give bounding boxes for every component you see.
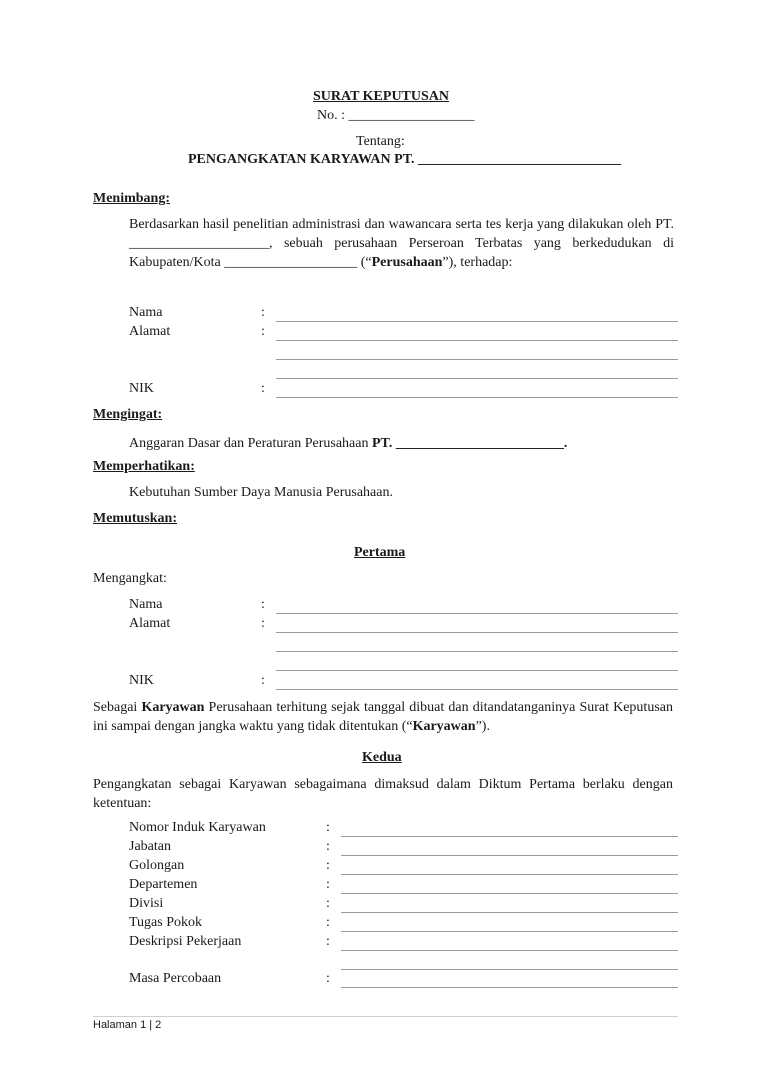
pertama-address-label: Alamat: [129, 616, 171, 631]
menimbang-address-line-2: [276, 359, 678, 360]
menimbang-address-colon: :: [261, 324, 265, 339]
pertama-heading: Pertama: [354, 545, 406, 560]
page-number: Halaman 1 | 2: [93, 1019, 162, 1031]
pertama-name-line: [276, 613, 678, 614]
document-title: SURAT KEPUTUSAN: [313, 89, 450, 104]
kedua-nik-karyawan-line: [341, 836, 678, 837]
footer-divider: [93, 1016, 678, 1017]
menimbang-address-label: Alamat: [129, 324, 171, 339]
pertama-address-line-1: [276, 632, 678, 633]
kedua-departemen-colon: :: [326, 877, 330, 892]
pertama-nik-label: NIK: [129, 673, 154, 688]
kedua-departemen-line: [341, 893, 678, 894]
kedua-jabatan-line: [341, 855, 678, 856]
karyawan-term-1: Karyawan: [141, 700, 205, 715]
mengingat-text-bold: PT. ________________________.: [371, 436, 568, 451]
menimbang-address-line-1: [276, 340, 678, 341]
pertama-address-colon: :: [261, 616, 265, 631]
kedua-jabatan-colon: :: [326, 839, 330, 854]
kedua-deskripsi-colon: :: [326, 934, 330, 949]
menimbang-name-label: Nama: [129, 305, 163, 320]
menimbang-nik-line: [276, 397, 678, 398]
kedua-tugas-pokok-label: Tugas Pokok: [129, 915, 203, 930]
kedua-tugas-pokok-colon: :: [326, 915, 330, 930]
menimbang-paragraph: [129, 215, 674, 272]
pertama-nik-colon: :: [261, 673, 265, 688]
memperhatikan-text: Kebutuhan Sumber Daya Manusia Perusahaan.: [129, 485, 393, 500]
menimbang-text-end: ”), terhadap:: [442, 255, 513, 270]
pertama-address-line-2: [276, 651, 678, 652]
menimbang-nik-colon: :: [261, 381, 265, 396]
pertama-address-line-3: [276, 670, 678, 671]
menimbang-heading: Menimbang:: [93, 191, 170, 206]
pertama-intro: Mengangkat:: [93, 571, 167, 586]
menimbang-name-colon: :: [261, 305, 265, 320]
kedua-heading: Kedua: [362, 750, 402, 765]
menimbang-name-line: [276, 321, 678, 322]
kedua-deskripsi-line-1: [341, 950, 678, 951]
kedua-golongan-line: [341, 874, 678, 875]
kedua-divisi-label: Divisi: [129, 896, 164, 911]
perusahaan-term: Perusahaan: [371, 255, 443, 270]
pertama-para-text-3: ”).: [475, 719, 490, 734]
kedua-deskripsi-label: Deskripsi Pekerjaan: [129, 934, 242, 949]
menimbang-nik-label: NIK: [129, 381, 154, 396]
kedua-masa-percobaan-line: [341, 987, 678, 988]
pertama-name-label: Nama: [129, 597, 163, 612]
kedua-nik-karyawan-colon: :: [326, 820, 330, 835]
pertama-nik-line: [276, 689, 678, 690]
menimbang-text: Berdasarkan hasil penelitian administrasi dan wawancara serta tes kerja yang dilakukan oleh PT. ____________________, sebuah perusahaan Perseroan Terbatas yang berkedudukan di Kabupaten/Kota ___________________ (“: [129, 217, 674, 270]
memperhatikan-heading: Memperhatikan:: [93, 459, 195, 474]
kedua-intro: Pengangkatan sebagai Karyawan sebagaimana dimaksud dalam Diktum Pertama berlaku dengan ketentuan:: [93, 777, 673, 811]
kedua-nik-karyawan-label: Nomor Induk Karyawan: [129, 820, 266, 835]
kedua-divisi-colon: :: [326, 896, 330, 911]
kedua-jabatan-label: Jabatan: [129, 839, 171, 854]
kedua-deskripsi-line-2: [341, 969, 678, 970]
kedua-masa-percobaan-colon: :: [326, 971, 330, 986]
memutuskan-heading: Memutuskan:: [93, 511, 178, 526]
mengingat-text: [129, 436, 567, 452]
pertama-paragraph: [93, 698, 673, 736]
pertama-name-colon: :: [261, 597, 265, 612]
about-label: Tentang:: [356, 134, 405, 149]
kedua-tugas-pokok-line: [341, 931, 678, 932]
karyawan-term-2: Karyawan: [412, 719, 476, 734]
kedua-golongan-label: Golongan: [129, 858, 185, 873]
mengingat-heading: Mengingat:: [93, 407, 163, 422]
kedua-masa-percobaan-label: Masa Percobaan: [129, 971, 222, 986]
pertama-para-text-1: Sebagai: [93, 700, 142, 715]
menimbang-address-line-3: [276, 378, 678, 379]
document-number: No. : __________________: [317, 108, 475, 123]
kedua-departemen-label: Departemen: [129, 877, 198, 892]
mengingat-text-plain: Anggaran Dasar dan Peraturan Perusahaan: [129, 436, 372, 451]
kedua-divisi-line: [341, 912, 678, 913]
document-subject: PENGANGKATAN KARYAWAN PT. _____________________________: [188, 152, 622, 167]
pertama-para-text-2: Perusahaan terhitung sejak tanggal dibuat dan ditandatanganinya Surat Keputusan ini sampai dengan jangka waktu yang tidak ditentukan (“: [93, 700, 673, 734]
kedua-golongan-colon: :: [326, 858, 330, 873]
